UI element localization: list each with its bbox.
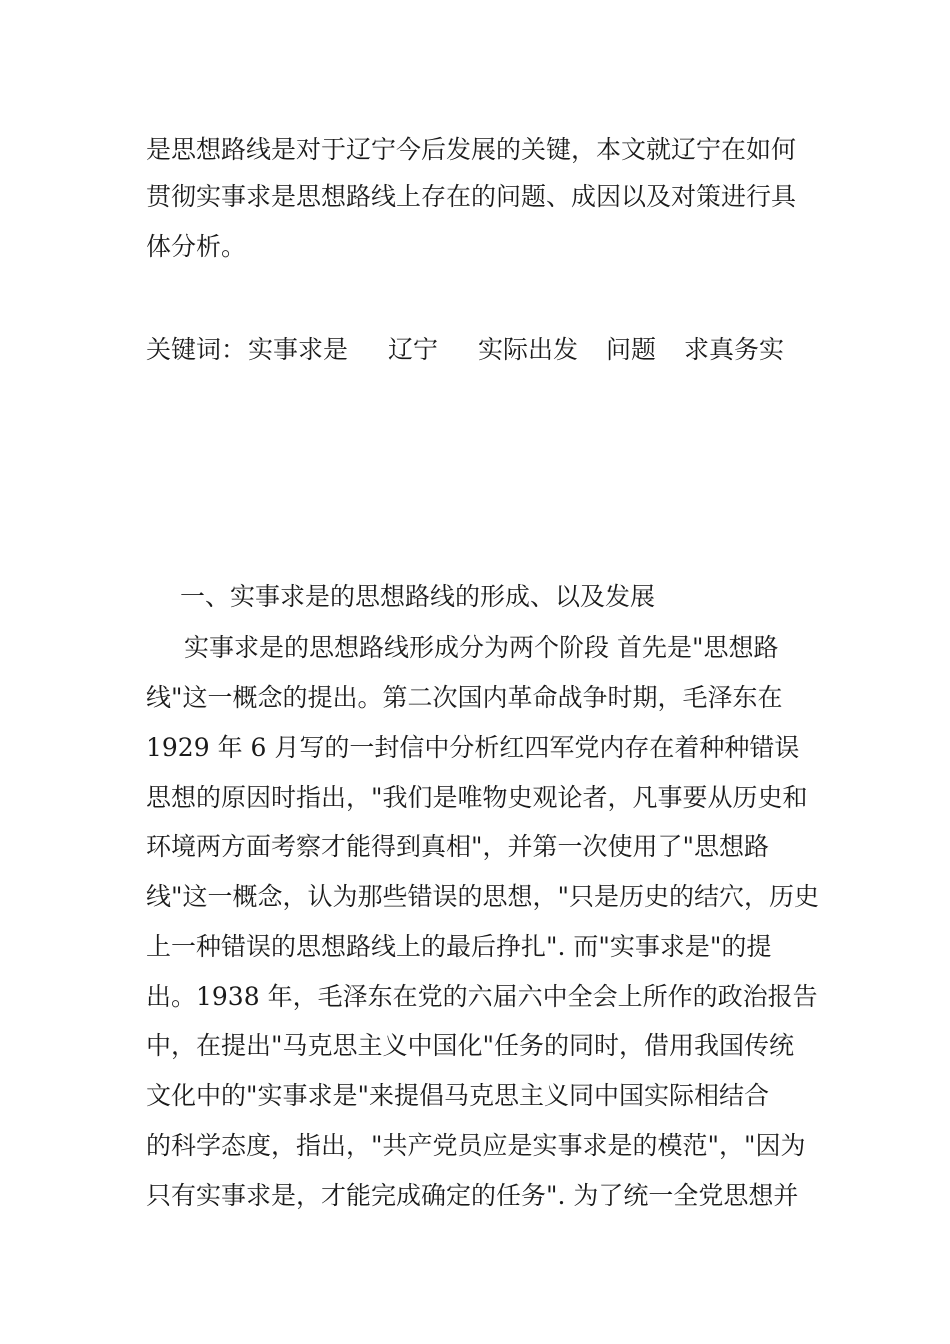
paragraph-line: 线"这一概念，认为那些错误的思想，"只是历史的结穴，历史 [146, 882, 820, 911]
paragraph-first-line: 实事求是的思想路线形成分为两个阶段 首先是"思想路 [184, 633, 779, 662]
paragraph-line: 只有实事求是，才能完成确定的任务". 为了统一全党思想并 [146, 1181, 799, 1210]
paragraph-line: 文化中的"实事求是"来提倡马克思主义同中国实际相结合 [146, 1081, 770, 1110]
keyword-item: 实事求是 [248, 335, 349, 364]
keyword-item: 实际出发 [478, 335, 579, 364]
abstract-line-3: 体分析。 [146, 232, 247, 261]
abstract-line-1: 是思想路线是对于辽宁今后发展的关键，本文就辽宁在如何 [146, 135, 797, 164]
keyword-item: 求真务实 [684, 335, 785, 364]
keyword-item: 问题 [606, 335, 657, 364]
abstract-line-2: 贯彻实事求是思想路线上存在的问题、成因以及对策进行具 [146, 182, 797, 211]
paragraph-line: 思想的原因时指出，"我们是唯物史观论者，凡事要从历史和 [146, 783, 808, 812]
keywords-label: 关键词： [146, 335, 247, 364]
keyword-item: 辽宁 [388, 335, 439, 364]
paragraph-line: 环境两方面考察才能得到真相"，并第一次使用了"思想路 [146, 832, 770, 861]
paragraph-line: 的科学态度，指出，"共产党员应是实事求是的模范"，"因为 [146, 1131, 806, 1160]
paragraph-line: 线"这一概念的提出。第二次国内革命战争时期，毛泽东在 [146, 683, 783, 712]
paragraph-line: 上一种错误的思想路线上的最后挣扎". 而"实事求是"的提 [146, 932, 772, 961]
paragraph-line: 1929 年 6 月写的一封信中分析红四军党内存在着种种错误 [146, 733, 800, 762]
paragraph-line: 出。1938 年，毛泽东在党的六届六中全会上所作的政治报告 [146, 982, 818, 1011]
paragraph-line: 中，在提出"马克思主义中国化"任务的同时，借用我国传统 [146, 1031, 795, 1060]
section-heading: 一、实事求是的思想路线的形成、以及发展 [180, 582, 656, 611]
